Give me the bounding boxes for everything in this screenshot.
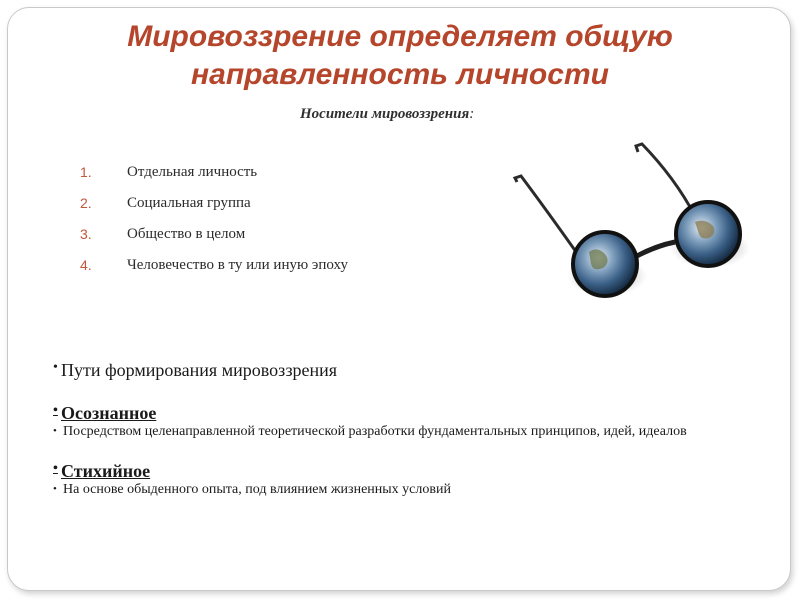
title-line-2: направленность личности — [191, 58, 609, 91]
carriers-list — [80, 164, 348, 288]
subtitle-colon: : — [469, 106, 475, 122]
list-label: Социальная группа — [127, 195, 251, 211]
list-label: Общество в целом — [127, 226, 246, 242]
paths-title-row — [53, 360, 773, 381]
list-number: 3. — [80, 226, 92, 242]
conscious-heading-row — [53, 403, 773, 424]
list-number: 1. — [80, 164, 92, 180]
list-label: Человечество в ту или иную эпоху — [127, 257, 348, 273]
conscious-detail: Посредством целенаправленной теоретической разработки фундаментальных принципов, идей, идеалов — [63, 424, 687, 439]
formation-paths — [53, 360, 773, 497]
temple-left — [515, 176, 579, 256]
conscious-heading: Осознанное — [61, 403, 157, 423]
paths-title: Пути формирования мировоззрения — [61, 360, 338, 380]
conscious-detail-row — [53, 424, 773, 439]
list-item — [80, 164, 348, 195]
spontaneous-heading-row — [53, 461, 773, 482]
bridge — [633, 242, 675, 258]
list-item — [80, 195, 348, 226]
list-label: Отдельная личность — [127, 164, 258, 180]
temple-right — [636, 144, 695, 216]
subtitle-text: Носители мировоззрения — [300, 106, 470, 122]
slide-title — [0, 18, 800, 94]
list-number: 4. — [80, 257, 92, 273]
subtitle — [300, 106, 474, 123]
bullet: • — [53, 461, 58, 476]
spontaneous-detail: На основе обыденного опыта, под влиянием жизненных условий — [63, 482, 451, 497]
bullet: • — [53, 403, 58, 418]
eyeglasses-globe-image — [505, 138, 765, 313]
list-number: 2. — [80, 195, 92, 211]
list-item — [80, 226, 348, 257]
spontaneous-heading: Стихийное — [61, 461, 151, 481]
title-line-1: Мировоззрение определяет общую — [127, 20, 673, 53]
bullet: • — [53, 360, 58, 375]
bullet: • — [53, 425, 57, 437]
list-item — [80, 257, 348, 288]
bullet: • — [53, 483, 57, 495]
spontaneous-detail-row — [53, 482, 773, 497]
